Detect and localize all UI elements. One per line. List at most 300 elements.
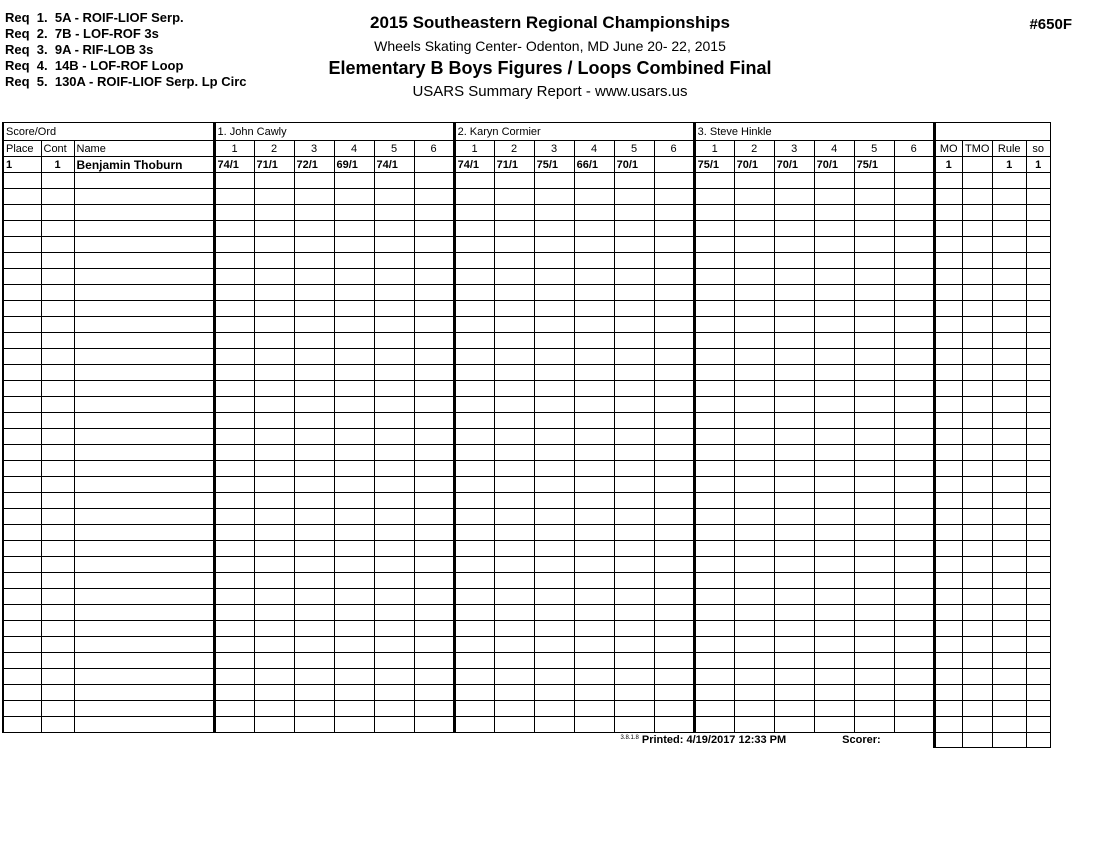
empty-cell [574,573,614,589]
empty-cell [992,333,1026,349]
empty-cell [654,317,694,333]
empty-cell [814,397,854,413]
empty-cell [992,445,1026,461]
empty-cell [414,653,454,669]
empty-cell [74,237,214,253]
empty-cell [534,669,574,685]
empty-cell [854,653,894,669]
empty-cell [814,413,854,429]
empty-cell [294,253,334,269]
col-header-score-2: 2 [494,141,534,157]
empty-cell [214,301,254,317]
empty-cell [254,221,294,237]
empty-cell [414,461,454,477]
empty-cell [254,205,294,221]
empty-cell [74,669,214,685]
empty-cell [41,413,74,429]
empty-cell [774,205,814,221]
empty-cell [574,221,614,237]
empty-cell [854,477,894,493]
empty-cell [894,669,934,685]
empty-cell [962,653,992,669]
empty-cell [614,397,654,413]
score-cell: 75/1 [854,157,894,173]
empty-cell [534,285,574,301]
empty-cell [614,493,654,509]
empty-cell [41,461,74,477]
empty-cell [774,365,814,381]
empty-cell [414,333,454,349]
empty-cell [734,237,774,253]
empty-cell [74,269,214,285]
place-cell: 1 [3,157,41,173]
col-header-score-2: 2 [254,141,294,157]
empty-cell [774,173,814,189]
empty-cell [734,669,774,685]
empty-cell [74,509,214,525]
empty-cell [654,621,694,637]
empty-cell [414,637,454,653]
empty-cell [694,429,734,445]
empty-cell [494,445,534,461]
empty-cell [694,493,734,509]
empty-cell [992,653,1026,669]
empty-cell [3,381,41,397]
empty-cell [574,237,614,253]
empty-cell [334,445,374,461]
empty-cell [1026,525,1050,541]
empty-cell [254,445,294,461]
empty-cell [694,541,734,557]
empty-cell [334,333,374,349]
empty-cell [694,381,734,397]
empty-cell [214,477,254,493]
empty-cell [654,173,694,189]
empty-cell [454,205,494,221]
score-cell: 70/1 [734,157,774,173]
empty-cell [454,413,494,429]
empty-cell [494,717,534,733]
empty-cell [494,509,534,525]
empty-cell [534,573,574,589]
empty-cell [374,253,414,269]
empty-cell [614,317,654,333]
empty-cell [774,333,814,349]
empty-cell [574,701,614,717]
empty-cell [334,317,374,333]
empty-cell [41,493,74,509]
footer-rule-cell [992,733,1026,748]
empty-cell [614,173,654,189]
empty-cell [334,301,374,317]
empty-cell [694,621,734,637]
empty-cell [3,605,41,621]
empty-cell [654,685,694,701]
empty-cell [992,189,1026,205]
empty-cell [694,605,734,621]
empty-row [3,253,1050,269]
empty-cell [214,333,254,349]
empty-cell [854,349,894,365]
empty-cell [992,397,1026,413]
score-cell: 72/1 [294,157,334,173]
empty-cell [3,685,41,701]
empty-cell [294,349,334,365]
scorer-label: Scorer: [842,734,881,747]
empty-cell [1026,669,1050,685]
cont-cell: 1 [41,157,74,173]
empty-cell [734,605,774,621]
empty-cell [614,349,654,365]
empty-cell [294,221,334,237]
empty-cell [74,413,214,429]
empty-row [3,669,1050,685]
empty-cell [534,429,574,445]
competitor-row [3,157,1050,173]
empty-cell [3,317,41,333]
empty-cell [334,253,374,269]
empty-cell [214,413,254,429]
empty-cell [1026,317,1050,333]
empty-cell [254,461,294,477]
col-header-cont: Cont [41,141,74,157]
empty-cell [454,509,494,525]
empty-cell [1026,205,1050,221]
empty-cell [214,493,254,509]
empty-cell [962,253,992,269]
empty-cell [814,285,854,301]
empty-cell [1026,381,1050,397]
empty-cell [962,189,992,205]
empty-cell [574,557,614,573]
empty-cell [934,669,962,685]
empty-cell [614,669,654,685]
empty-cell [41,685,74,701]
col-header-score-5: 5 [854,141,894,157]
empty-cell [962,461,992,477]
empty-cell [854,461,894,477]
empty-cell [814,461,854,477]
empty-cell [454,429,494,445]
empty-cell [334,189,374,205]
empty-cell [934,237,962,253]
empty-cell [694,253,734,269]
empty-cell [654,253,694,269]
empty-cell [814,301,854,317]
empty-cell [1026,653,1050,669]
empty-cell [962,525,992,541]
empty-cell [962,717,992,733]
rule-cell: 1 [992,157,1026,173]
empty-cell [41,557,74,573]
empty-cell [694,317,734,333]
empty-cell [814,317,854,333]
empty-cell [294,573,334,589]
empty-row [3,701,1050,717]
col-header-place: Place [3,141,41,157]
judge-name-2: 2. Karyn Cormier [454,123,694,141]
empty-cell [254,429,294,445]
empty-cell [934,173,962,189]
empty-cell [1026,269,1050,285]
empty-cell [614,445,654,461]
empty-cell [814,445,854,461]
empty-cell [74,685,214,701]
empty-cell [814,637,854,653]
empty-cell [992,685,1026,701]
empty-cell [414,365,454,381]
empty-cell [41,189,74,205]
empty-cell [694,237,734,253]
empty-cell [454,365,494,381]
empty-cell [934,205,962,221]
empty-cell [774,589,814,605]
empty-row [3,509,1050,525]
empty-cell [374,525,414,541]
empty-cell [962,365,992,381]
empty-cell [414,477,454,493]
empty-cell [774,285,814,301]
empty-cell [454,557,494,573]
empty-cell [992,493,1026,509]
score-ord-label: Score/Ord [3,123,214,141]
empty-cell [214,589,254,605]
empty-cell [654,477,694,493]
empty-cell [1026,717,1050,733]
empty-cell [254,605,294,621]
col-header-score-6: 6 [654,141,694,157]
empty-cell [934,317,962,333]
empty-cell [1026,349,1050,365]
empty-cell [654,189,694,205]
empty-cell [254,589,294,605]
empty-cell [854,365,894,381]
empty-cell [774,637,814,653]
empty-cell [534,477,574,493]
empty-cell [294,605,334,621]
empty-cell [614,685,654,701]
empty-cell [214,669,254,685]
empty-cell [814,621,854,637]
blank-header-cell [934,123,1050,141]
empty-cell [334,685,374,701]
empty-cell [454,653,494,669]
empty-cell [1026,557,1050,573]
empty-cell [814,685,854,701]
empty-cell [254,525,294,541]
empty-cell [214,317,254,333]
empty-cell [734,717,774,733]
empty-cell [814,525,854,541]
empty-cell [734,429,774,445]
empty-cell [1026,413,1050,429]
empty-cell [854,541,894,557]
empty-cell [774,221,814,237]
empty-cell [614,525,654,541]
empty-cell [574,269,614,285]
empty-cell [734,381,774,397]
empty-cell [454,605,494,621]
empty-cell [294,621,334,637]
empty-cell [574,717,614,733]
empty-cell [494,541,534,557]
empty-cell [734,685,774,701]
empty-cell [214,253,254,269]
empty-cell [334,221,374,237]
empty-cell [374,541,414,557]
empty-cell [694,205,734,221]
empty-cell [41,173,74,189]
empty-cell [454,349,494,365]
empty-cell [694,269,734,285]
score-cell: 71/1 [254,157,294,173]
empty-cell [414,349,454,365]
empty-cell [962,605,992,621]
empty-cell [894,253,934,269]
empty-cell [854,333,894,349]
empty-cell [1026,605,1050,621]
empty-cell [894,269,934,285]
empty-cell [854,557,894,573]
empty-cell [654,653,694,669]
empty-cell [814,429,854,445]
empty-row [3,173,1050,189]
empty-cell [334,477,374,493]
empty-cell [992,541,1026,557]
empty-cell [414,717,454,733]
empty-cell [934,573,962,589]
empty-cell [962,621,992,637]
empty-cell [654,429,694,445]
empty-cell [254,477,294,493]
empty-cell [254,349,294,365]
empty-cell [374,653,414,669]
empty-cell [992,221,1026,237]
empty-cell [734,477,774,493]
empty-cell [854,429,894,445]
empty-cell [74,205,214,221]
empty-cell [894,573,934,589]
empty-cell [494,477,534,493]
empty-cell [534,365,574,381]
empty-cell [334,381,374,397]
empty-cell [774,701,814,717]
score-cell [654,157,694,173]
empty-row [3,525,1050,541]
empty-cell [894,637,934,653]
empty-cell [214,541,254,557]
requirement-line: Req 3. 9A - RIF-LOB 3s [5,42,154,57]
empty-cell [574,621,614,637]
empty-cell [774,349,814,365]
empty-cell [534,493,574,509]
empty-cell [334,397,374,413]
empty-cell [334,653,374,669]
empty-cell [254,333,294,349]
empty-cell [614,701,654,717]
empty-cell [694,557,734,573]
empty-cell [294,717,334,733]
empty-cell [654,397,694,413]
empty-cell [962,493,992,509]
empty-cell [334,429,374,445]
empty-cell [694,365,734,381]
empty-cell [414,301,454,317]
empty-cell [854,253,894,269]
empty-cell [41,221,74,237]
empty-cell [414,557,454,573]
empty-cell [534,701,574,717]
empty-cell [894,285,934,301]
empty-cell [654,493,694,509]
empty-cell [992,477,1026,493]
empty-row [3,589,1050,605]
empty-cell [962,381,992,397]
empty-cell [334,541,374,557]
empty-cell [41,397,74,413]
score-table [2,122,1051,748]
empty-cell [1026,365,1050,381]
empty-cell [894,717,934,733]
empty-cell [454,461,494,477]
empty-cell [1026,493,1050,509]
empty-cell [774,317,814,333]
col-header-score-3: 3 [294,141,334,157]
empty-cell [534,589,574,605]
empty-cell [894,685,934,701]
empty-cell [774,685,814,701]
empty-cell [214,269,254,285]
empty-cell [774,381,814,397]
empty-cell [734,525,774,541]
empty-cell [254,365,294,381]
empty-cell [41,429,74,445]
empty-cell [574,333,614,349]
empty-cell [992,205,1026,221]
empty-cell [814,381,854,397]
empty-cell [454,397,494,413]
empty-cell [374,461,414,477]
empty-cell [734,397,774,413]
empty-cell [894,221,934,237]
empty-cell [254,541,294,557]
empty-cell [774,445,814,461]
empty-cell [774,557,814,573]
score-cell: 74/1 [214,157,254,173]
empty-cell [214,621,254,637]
empty-cell [41,381,74,397]
empty-cell [614,413,654,429]
empty-cell [992,269,1026,285]
empty-cell [494,173,534,189]
empty-cell [534,525,574,541]
empty-cell [614,509,654,525]
empty-cell [654,285,694,301]
empty-cell [574,205,614,221]
empty-cell [494,637,534,653]
empty-cell [894,189,934,205]
empty-cell [574,541,614,557]
empty-cell [894,525,934,541]
empty-cell [74,573,214,589]
empty-cell [374,381,414,397]
empty-cell [414,445,454,461]
empty-cell [694,573,734,589]
empty-cell [254,493,294,509]
empty-cell [374,477,414,493]
empty-cell [74,253,214,269]
empty-cell [774,669,814,685]
